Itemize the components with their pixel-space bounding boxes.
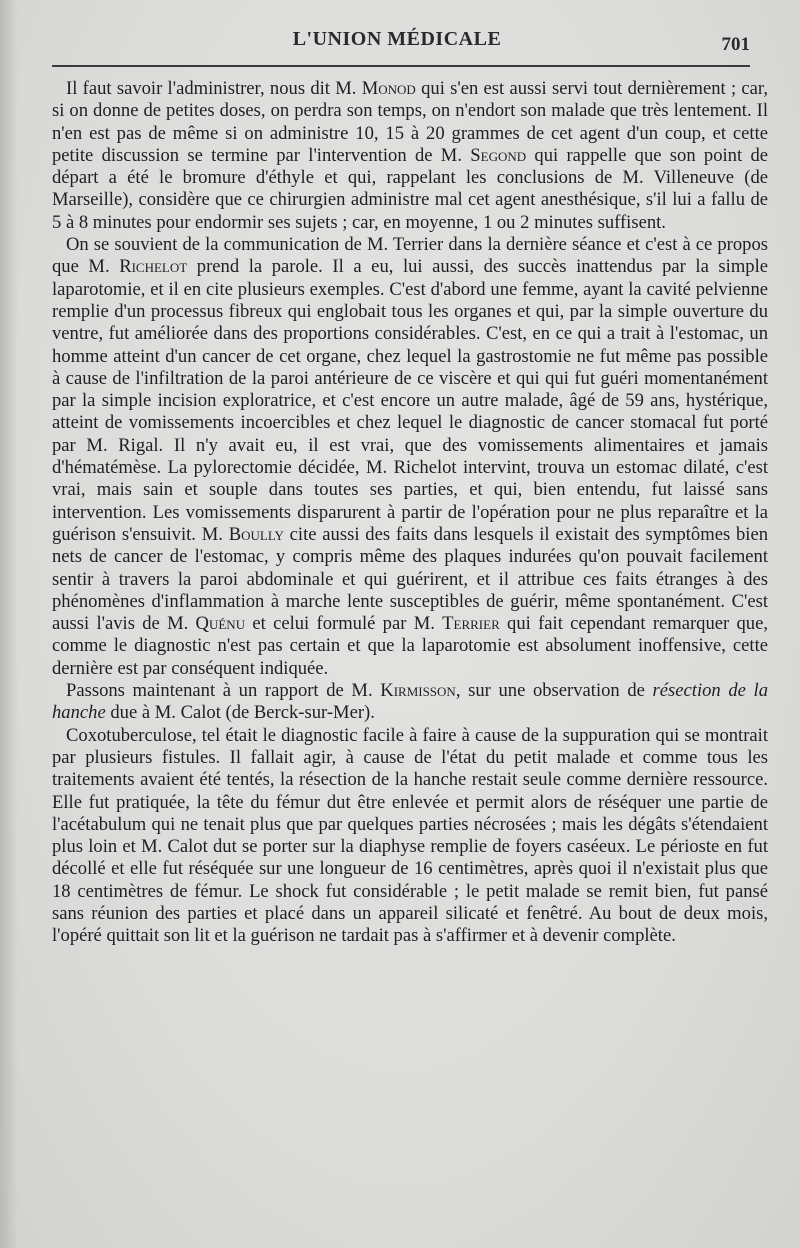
person-name: Kirmisson: [380, 680, 456, 702]
page-gutter-shadow: [0, 0, 18, 1248]
page-number: 701: [721, 34, 750, 55]
paragraph: On se souvient de la communication de M. Terrier dans la dernière séance et c'est à ce propos que M. Richelot prend la parole. Il a eu, lui aussi, des succès inattendus par la simple laparotomie, et il en cite plusieurs exemples. C'est d'abord une femme, ayant la cavité pelvienne remplie d'un processus fibreux qui englobait tous les organes et qui, par la simple ouverture du ventre, fut améliorée dans des proportions considérables. C'est, en ce qui a trait à l'estomac, un homme atteint d'un cancer de cet organe, chez lequel la gastrostomie ne fut même pas possible à cause de l'infiltration de la paroi antérieure de ce viscère et qui qui fut guéri momentanément par la simple incision exploratrice, et c'est encore un autre malade, âgé de 59 ans, hystérique, atteint de vomissements incoercibles et chez lequel le diagnostic de cancer stomacal fut porté par M. Rigal. Il n'y avait eu, il est vrai, que des vomissements alimentaires et jamais d'hématémèse. La pylorectomie décidée, M. Richelot intervint, trouva un estomac dilaté, c'est vrai, mais sain et souple dans toutes ses parties, et qui, bien entendu, fut laissé sans intervention. Les vomissements disparurent à partir de l'opération pour ne plus reparaître et la guérison s'ensuivit. M. Boully cite aussi des faits dans lesquels il existait des symptômes bien nets de cancer de l'estomac, y compris même des plaques indurées qu'on pouvait facilement sentir à travers la paroi abdominale et qui guérirent, et il attribue ces faits étranges à des phénomènes d'inflammation à marche lente susceptibles de guérir, même spontanément. C'est aussi l'avis de M. Quénu et celui formulé par M. Terrier qui fait cependant remarquer que, comme le diagnostic n'est pas certain et que la laparotomie est absolument inoffensive, cette dernière est par conséquent indiquée.: [52, 234, 768, 679]
person-name: Quénu: [195, 613, 246, 635]
person-name: Terrier: [442, 613, 500, 635]
paragraph: Il faut savoir l'administrer, nous dit M. Monod qui s'en est aussi servi tout dernièrement ; car, si on donne de petites doses, on perdra son temps, on n'endort son malade que très lentement. Il n'en est pas de même si on administre 10, 15 à 20 grammes de cet agent d'un coup, et cette petite discussion se termine par l'intervention de M. Segond qui rappelle que son point de départ a été le bromure d'éthyle et qui, rappelant les conclusions de M. Villeneuve (de Marseille), considère que ce chirurgien administre mal cet agent anesthésique, s'il lui a fallu de 5 à 8 minutes pour endormir ses sujets ; car, en moyenne, 1 ou 2 minutes suffisent.: [52, 78, 768, 233]
person-name: Monod: [361, 78, 416, 99]
person-name: Segond: [470, 144, 527, 166]
running-title: L'UNION MÉDICALE: [292, 28, 502, 50]
page-header: [52, 24, 750, 58]
paragraph: Passons maintenant à un rapport de M. Kirmisson, sur une observation de résection de la hanche due à M. Calot (de Berck-sur-Mer).: [52, 680, 768, 724]
italic-term: résection de la hanche: [52, 680, 768, 724]
paragraph: Coxotuberculose, tel était le diagnostic facile à faire à cause de la suppuration qui se montrait par plusieurs fistules. Il fallait agir, à cause de l'état du petit malade et comme tous les traitements avaient été tentés, la résection de la hanche restait seule comme dernière ressource. Elle fut pratiquée, la tête du fémur dut être enlevée et permit alors de réséquer une partie de l'acétabulum qui ne tenait plus que par quelques parties nécrosées ; mais les dégâts s'étendaient plus loin et M. Calot dut se porter sur la diaphyse remplie de foyers caséeux. Le périoste en fut décollé et elle fut réséquée sur une longueur de 16 centimètres, après quoi il n'existait plus que 18 centimètres de fémur. Le shock fut considérable ; le petit malade se remit bien, fut pansé sans réunion des parties et placé dans un appareil silicaté et fenêtré. Au bout de deux mois, l'opéré quittait son lit et la guérison ne tardait pas à s'affirmer et à devenir complète.: [52, 724, 768, 947]
article-body: [52, 78, 768, 948]
person-name: Boully: [228, 523, 284, 545]
person-name: Richelot: [119, 256, 188, 278]
header-rule: [52, 65, 750, 67]
